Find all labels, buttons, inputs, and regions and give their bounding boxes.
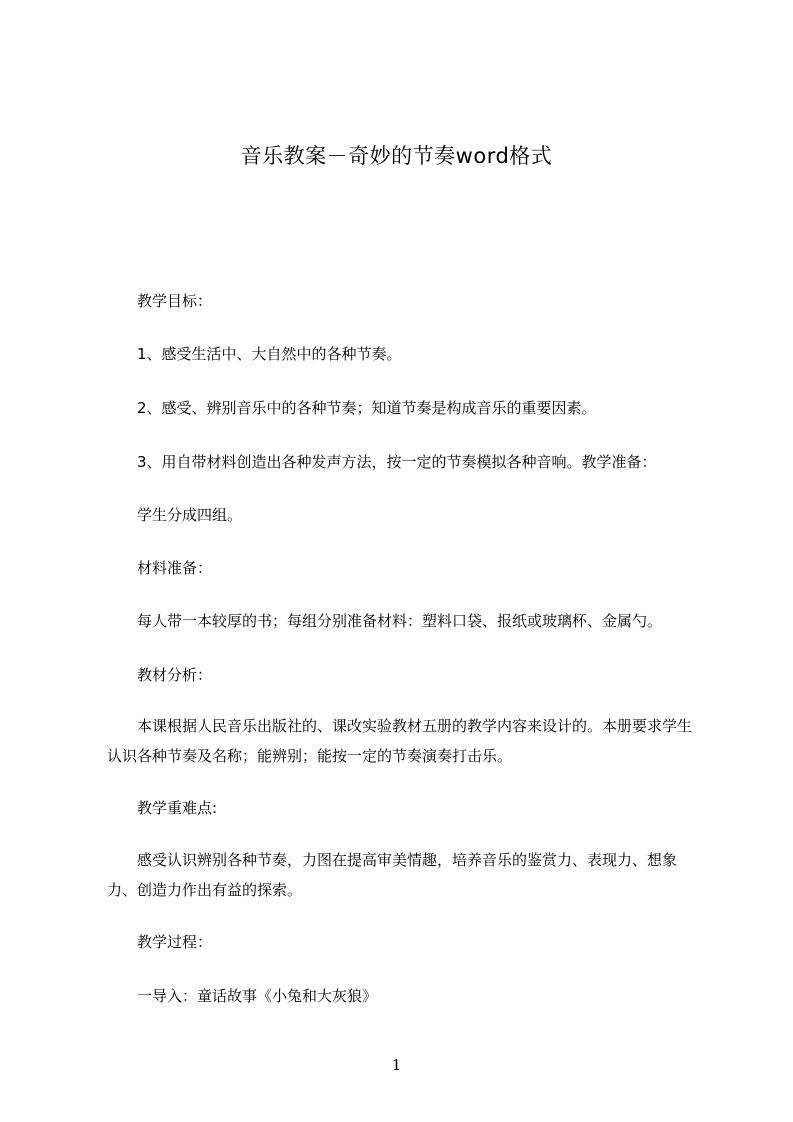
section-heading-key-points: 教学重难点: [137, 799, 218, 817]
analysis-paragraph: 本课根据人民音乐出版社的、课改实验教材五册的教学内容来设计的。本册要求学生认识各种节奏及名称；能辨别；能按一定的节奏演奏打击乐。 [107, 717, 693, 765]
materials-list: 每人带一本较厚的书；每组分别准备材料：塑料口袋、报纸或玻璃杯、金属勺。 [137, 612, 663, 630]
process-step-intro: 一导入：童话故事《小兔和大灰狼》 [137, 987, 378, 1005]
objective-item-2: 2、感受、辨别音乐中的各种节奏；知道节奏是构成音乐的重要因素。 [137, 399, 597, 417]
preparation-groups: 学生分成四组。 [137, 506, 243, 524]
section-heading-materials: 材料准备： [137, 559, 213, 577]
objective-item-1: 1、感受生活中、大自然中的各种节奏。 [137, 345, 402, 363]
section-heading-process: 教学过程： [137, 933, 213, 951]
page-number: 1 [391, 1056, 402, 1074]
section-heading-objectives: 教学目标： [137, 292, 213, 310]
objective-item-3: 3、用自带材料创造出各种发声方法，按一定的节奏模拟各种音响。教学准备： [137, 453, 657, 471]
document-title: 音乐教案－奇妙的节奏word格式 [240, 144, 553, 168]
section-heading-analysis: 教材分析： [137, 666, 213, 684]
key-points-paragraph: 感受认识辨别各种节奏，力图在提高审美情趣，培养音乐的鉴赏力、表现力、想象力、创造力作出有益的探索。 [107, 851, 678, 899]
